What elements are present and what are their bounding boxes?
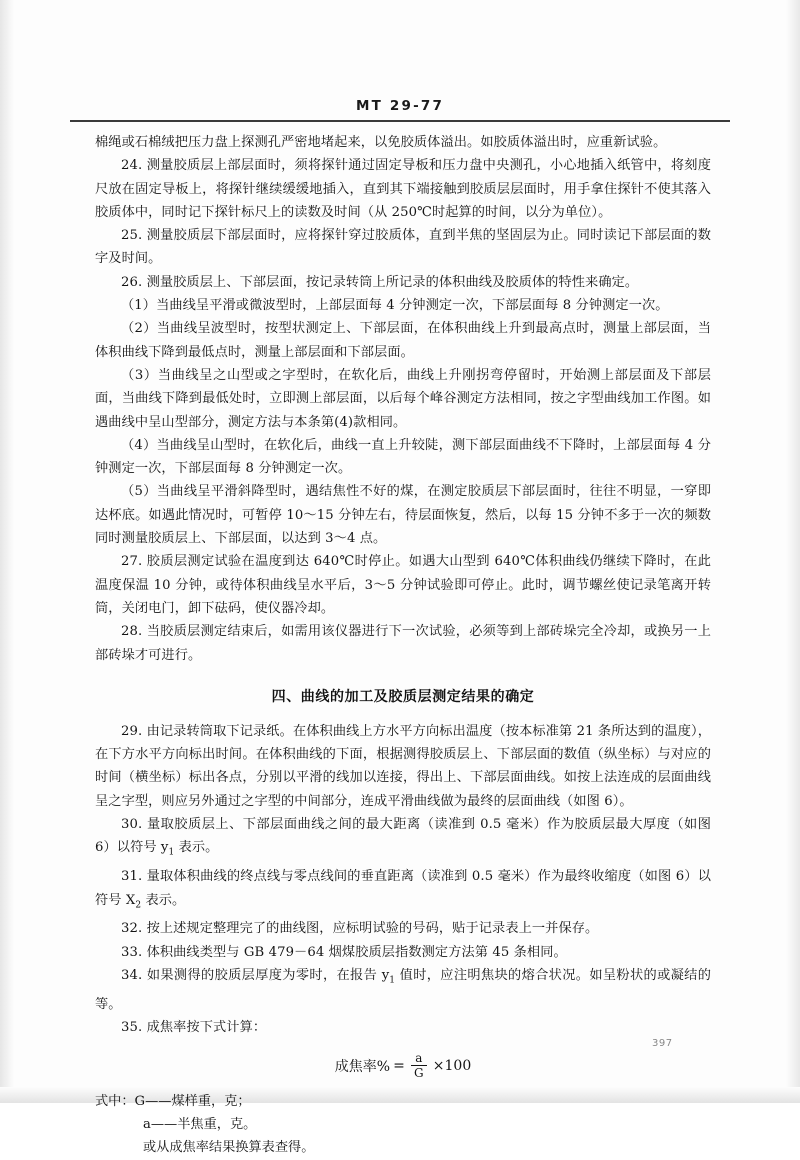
formula-fraction bbox=[411, 1052, 427, 1080]
legend-line-coal-weight: 式中：G——煤样重，克； bbox=[95, 1093, 251, 1109]
formula-denominator: G bbox=[414, 1066, 424, 1081]
page-header bbox=[70, 98, 730, 114]
p-26: 26. 测量胶质层上、下部层面，按记录转筒上所记录的体积曲线及胶质体的特性来确定。 bbox=[121, 274, 639, 290]
standard-number: MT 29-77 bbox=[355, 98, 445, 114]
page-number: 397 bbox=[652, 1038, 673, 1049]
section-heading: 四、曲线的加工及胶质层测定结果的确定 bbox=[271, 688, 535, 705]
p-31: 31. 量取体积曲线的终点线与零点线间的垂直距离（读准到 0.5 毫米）作为最终收缩度（如图 6）以符号 $X_2$ 表示。 bbox=[95, 869, 711, 911]
p-26-2: （2）当曲线呈波型时，按型状测定上、下部层面，在体积曲线上升到最高点时，测量上部层面，当体积曲线下降到最低点时，测量上部层面和下部层面。 bbox=[95, 321, 711, 360]
p-34: 34. 如果测得的胶质层厚度为零时，在报告 $y_1$ 值时，应注明焦块的熔合状况。如呈粉状的或凝结的等。 bbox=[95, 968, 712, 1013]
formula-lhs: 成焦率% bbox=[334, 1058, 391, 1075]
p-35: 35. 成焦率按下式计算： bbox=[121, 1020, 267, 1036]
paragraph-group-clause-29-35 bbox=[95, 720, 711, 1040]
paragraph-group-clause-23-28 bbox=[95, 131, 711, 667]
legend-line-semicoke-weight: a——半焦重，克。 bbox=[143, 1117, 257, 1133]
p-28: 28. 当胶质层测定结束后，如需用该仪器进行下一次试验，必须等到上部砖垛完全冷却，或换另一上部砖垛才可进行。 bbox=[95, 624, 711, 663]
p-26-1: （1）当曲线呈平滑或微波型时，上部层面每 4 分钟测定一次，下部层面每 8 分钟测定一次。 bbox=[121, 298, 669, 314]
p-27: 27. 胶质层测定试验在温度到达 640℃时停止。如遇大山型到 640℃体积曲线仍继续下降时，在此温度保温 10 分钟，或待体积曲线呈水平后，3～5 分钟试验即可停止。此时，调节螺丝使记录笔离开转筒，关闭电门，卸下砝码，使仪器冷却。 bbox=[95, 554, 711, 616]
header-divider bbox=[70, 120, 730, 122]
p-25: 25. 测量胶质层下部层面时，应将探针穿过胶质体，直到半焦的坚固层为止。同时读记下部层面的数字及时间。 bbox=[95, 228, 711, 267]
coking-rate-formula bbox=[95, 1052, 711, 1080]
p-26-4: （4）当曲线呈山型时，在软化后，曲线一直上升较陡，测下部层面曲线不下降时，上部层面每 4 分钟测定一次，下部层面每 8 分钟测定一次。 bbox=[95, 437, 711, 477]
formula-numerator: a bbox=[415, 1050, 423, 1065]
formula-legend bbox=[95, 1090, 711, 1160]
p-26-3: （3）当曲线呈之山型或之字型时，在软化后，曲线上升刚拐弯停留时，开始测上部层面及下部层面，当曲线下降到最低处时，立即测上部层面，以后每个峰谷测定方法相同，按之字型曲线加工作图。如遇曲线中呈山型部分，测定方法与本条第(4)款相同。 bbox=[95, 367, 711, 430]
p-cont-23: 棉绳或石棉绒把压力盘上探测孔严密地堵起来，以免胶质体溢出。如胶质体溢出时，应重新试验。 bbox=[95, 135, 667, 150]
scan-edge-left bbox=[0, 0, 14, 1103]
legend-line-conversion-table: 或从成焦率结果换算表查得。 bbox=[143, 1140, 315, 1156]
formula-equals: = bbox=[393, 1057, 405, 1074]
p-29: 29. 由记录转筒取下记录纸。在体积曲线上方水平方向标出温度（按本标准第 21 条所达到的温度），在下方水平方向标出时间。在体积曲线的下面，根据测得胶质层上、下部层面的数值（纵坐标）与对应的时间（横坐标）标出各点，分别以平滑的线加以连接，得出上、下部层面曲线。如按上法连成的层面曲线呈之字型，则应另外通过之字型的中间部分，连成平滑曲线做为最终的层面曲线（如图 6）。 bbox=[95, 723, 711, 809]
p-32: 32. 按上述规定整理完了的曲线图，应标明试验的号码，贴于记录表上一并保存。 bbox=[121, 921, 599, 937]
p-33: 33. 体积曲线类型与 GB 479－64 烟煤胶质层指数测定方法第 45 条相同。 bbox=[121, 944, 567, 960]
p-30: 30. 量取胶质层上、下部层面曲线之间的最大距离（读准到 0.5 毫米）作为胶质层最大厚度（如图 6）以符号 $y_1$ 表示。 bbox=[95, 817, 711, 858]
scan-edge-right bbox=[786, 0, 800, 1103]
p-24: 24. 测量胶质层上部层面时，须将探针通过固定导板和压力盘中央测孔，小心地插入纸管中，将刻度尺放在固定导板上，将探针继续缓缓地插入，直到其下端接触到胶质层层面时，用手拿住探针不使其落入胶质体中，同时记下探针标尺上的读数及时间（从 250℃时起算的时间，以分为单位）。 bbox=[95, 158, 711, 220]
formula-multiplier: ×100 bbox=[432, 1057, 472, 1074]
p-26-5: （5）当曲线呈平滑斜降型时，遇结焦性不好的煤，在测定胶质层下部层面时，往往不明显，一穿即达杯底。如遇此情况时，可暂停 10～15 分钟左右，待层面恢复，然后，以每 15 分钟不多于一次的频数同时测量胶质层上、下部层面，以达到 3～4 点。 bbox=[95, 484, 711, 547]
document-body bbox=[95, 131, 711, 1160]
